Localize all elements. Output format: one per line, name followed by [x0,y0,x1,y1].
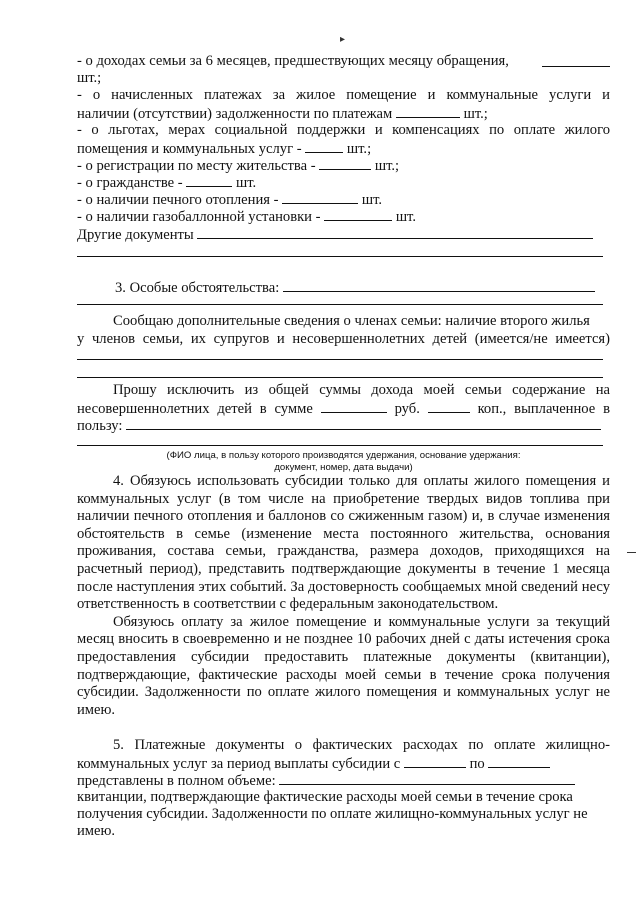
scan-speck: ▸ [340,34,346,45]
exclusion-line2: несовершеннолетних детей в сумме руб. коп., выплаченное в [77,401,610,417]
doc-income-line2: шт.; [77,70,102,86]
payments-count-blank[interactable] [396,104,460,118]
payment-docs-line5: получения субсидии. Задолженности по оплате жилищно-коммунальных услуг не [77,806,588,822]
obligation-p1: 4. Обязуюсь использовать субсидии только для оплаты жилого помещения и коммунальных услуг (в том числе на приобретение твердых видов топлива при наличии печного отопления и баллонов со сжиженным газом) и, в случае изменения обстоятельств в семье (изменение места постоянного жительства, основания проживания, состава семьи, гражданства, размера доходов, приходящихся на расчетный период), представить подтверждающие документы в течение 1 месяца после наступления этих событий. За достоверность сообщаемых мной сведений несу ответственность в соответствии с федеральным законодательством. [77,473,610,613]
other-docs-blank-line2[interactable] [77,256,603,257]
benefits-count-blank[interactable] [305,139,343,153]
payment-docs-line1: 5. Платежные документы о фактических расходах по оплате жилищно- [113,737,610,753]
exclusion-line1: Прошу исключить из общей суммы дохода моей семьи содержание на [113,382,610,398]
margin-mark [627,552,636,553]
full-volume-blank[interactable] [279,771,575,785]
citizenship-count-blank[interactable] [186,173,232,187]
doc-other: Другие документы [77,225,610,244]
exclusion-beneficiary-blank[interactable] [126,416,601,430]
period-to-blank[interactable] [488,754,550,768]
obligation-block [77,473,610,719]
period-from-blank[interactable] [404,754,466,768]
doc-benefits-line2: помещения и коммунальных услуг - шт.; [77,141,372,157]
family-info-blank2[interactable] [77,377,603,378]
family-info-line2: у членов семьи, их супругов и несовершеннолетних детей (имеется/не имеется) [77,331,610,347]
exclusion-caption-1: (ФИО лица, в пользу которого производятся удержания, основание удержания: [166,450,521,461]
doc-citizenship: - о гражданстве - шт. [77,175,257,191]
obligation-p2: Обязуюсь оплату за жилое помещение и коммунальные услуги за текущий месяц вносить в своевременно и не позднее 10 рабочих дней с даты истечения срока предоставления субсидии предоставить платежные документы (квитанции), подтверждающие, фактические расходы моей семьи в течение срока получения субсидии. Задолженности по оплате жилого помещения и коммунальных услуг не имею. [77,613,610,718]
family-info-blank1[interactable] [77,359,603,360]
payment-docs-line3: представлены в полном объеме: [77,771,610,790]
exclusion-line3: пользу: [77,416,610,435]
gas-count-blank[interactable] [324,207,392,221]
stove-count-blank[interactable] [282,190,358,204]
doc-stove: - о наличии печного отопления - шт. [77,192,382,208]
family-info-line1: Сообщаю дополнительные сведения о членах семьи: наличие второго жилья [113,313,590,329]
exclusion-kop-blank[interactable] [428,399,470,413]
special-blank-line2[interactable] [77,304,603,305]
income-count-blank[interactable] [542,53,610,67]
doc-registration: - о регистрации по месту жительства - шт.; [77,158,400,174]
special-blank[interactable] [283,278,595,292]
doc-payments-line1: - о начисленных платежах за жилое помещение и коммунальные услуги и [77,87,610,103]
payment-docs-line6: имею. [77,823,116,839]
doc-gas: - о наличии газобаллонной установки - шт. [77,209,416,225]
payment-docs-line2: коммунальных услуг за период выплаты субсидии с по [77,754,610,773]
doc-income-line1: - о доходах семьи за 6 месяцев, предшествующих месяцу обращения, [77,53,509,69]
exclusion-rub-blank[interactable] [321,399,387,413]
exclusion-caption-2: документ, номер, дата выдачи) [274,462,413,473]
registration-count-blank[interactable] [319,156,371,170]
exclusion-beneficiary-blank-line2[interactable] [77,445,603,446]
payment-docs-line4: квитанции, подтверждающие фактические расходы моей семьи в течение срока [77,789,573,805]
other-docs-blank[interactable] [197,225,593,239]
doc-payments-line2: наличии (отсутствии) задолженности по платежам шт.; [77,106,488,122]
special-heading: 3. Особые обстоятельства: [115,278,610,297]
doc-benefits-line1: - о льготах, мерах социальной поддержки и компенсациях по оплате жилого [77,122,610,138]
